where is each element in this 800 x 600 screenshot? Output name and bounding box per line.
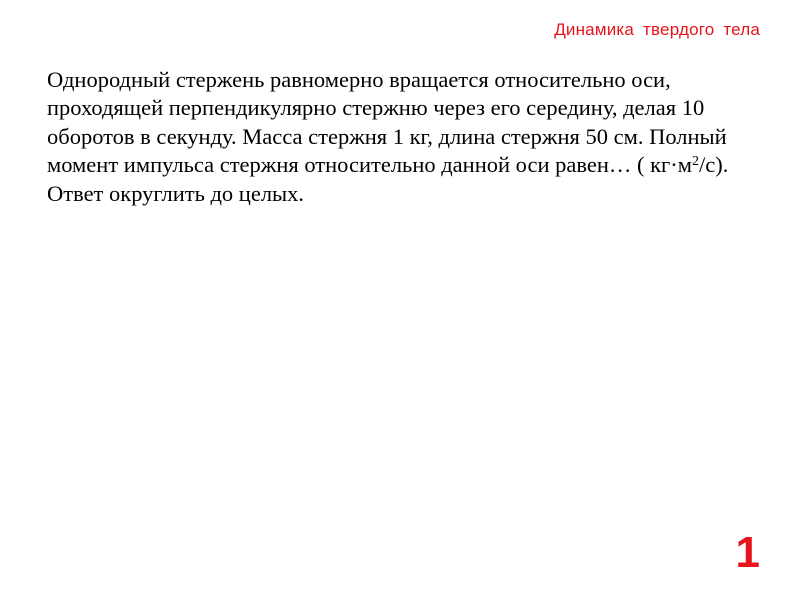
problem-text	[47, 66, 777, 208]
problem-text-main: Однородный стержень равномерно вращается относительно оси, проходящей перпендикулярно стержню через его середину, делая 10 оборотов в секунду. Масса стержня 1 кг, длина стержня 50 см. Полный момент импульса стержня относительно данной оси равен… ( кг·м	[47, 67, 727, 178]
slide-number: 1	[735, 528, 760, 577]
slide-topic-title: Динамика твердого тела	[554, 20, 760, 39]
problem-unit-superscript: 2	[692, 154, 700, 170]
problem-text-tail: /с). Ответ округлить до целых.	[47, 152, 729, 206]
